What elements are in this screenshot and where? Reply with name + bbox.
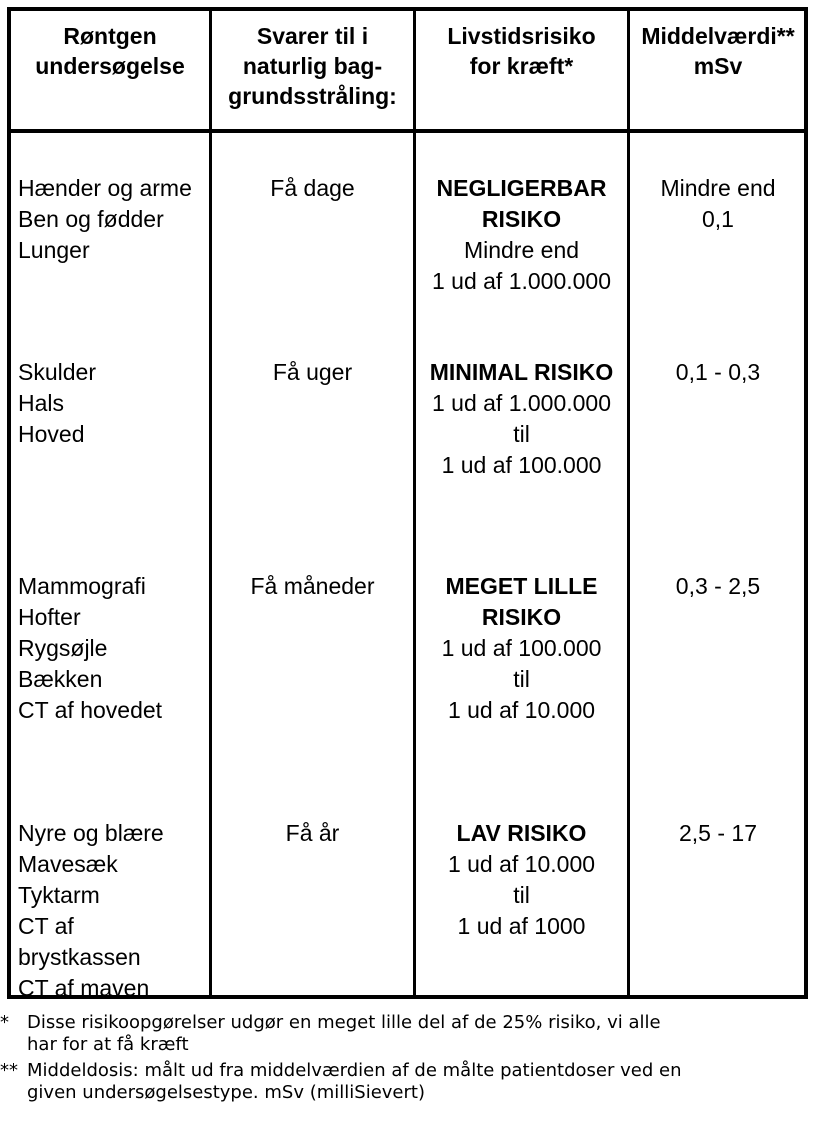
row-4-background: Få år xyxy=(285,820,340,846)
row-3-risk: MEGET LILLE RISIKO 1 ud af 100.000 til 1 ud af 10.000 xyxy=(441,573,602,723)
footnote-mean-dose: ** Middeldosis: målt ud fra middelværdien af de målte patientdoser ved en given undersøgelsestype. mSv (milliSievert) xyxy=(0,1060,682,1103)
row-2-background: Få uger xyxy=(272,359,353,385)
footnote-risk: * Disse risikoopgørelser udgør en meget lille del af de 25% risiko, vi alle har for at få kræft xyxy=(0,1012,661,1055)
row-4-exams: Nyre og blære Mavesæk Tyktarm CT af brystkassen CT af maven xyxy=(18,820,164,1001)
row-2-risk: MINIMAL RISIKO 1 ud af 1.000.000 til 1 ud af 100.000 xyxy=(429,359,614,478)
row-2-exams: Skulder Hals Hoved xyxy=(18,359,96,447)
footnotes xyxy=(0,1012,823,1104)
row-3-background: Få måneder xyxy=(250,573,375,599)
header-exam: Røntgen undersøgelse xyxy=(35,23,185,79)
row-4-dose: 2,5 - 17 xyxy=(679,820,757,846)
row-2-dose: 0,1 - 0,3 xyxy=(675,359,761,385)
header-background-radiation: Svarer til i naturlig bag- grundsstråling: xyxy=(228,23,397,109)
header-divider xyxy=(11,129,804,133)
header-lifetime-risk: Livstidsrisiko for kræft* xyxy=(447,23,596,79)
radiation-risk-table xyxy=(7,7,808,999)
row-1-exams: Hænder og arme Ben og fødder Lunger xyxy=(18,175,192,263)
row-3-exams: Mammografi Hofter Rygsøjle Bækken CT af hovedet xyxy=(18,573,163,723)
header-mean-dose: Middelværdi** mSv xyxy=(641,23,795,79)
row-1-background: Få dage xyxy=(270,175,355,201)
row-4-risk: LAV RISIKO 1 ud af 10.000 til 1 ud af 1000 xyxy=(447,820,596,939)
footnote-mark: ** xyxy=(0,1060,18,1081)
row-1-dose: Mindre end 0,1 xyxy=(660,175,776,232)
row-3-dose: 0,3 - 2,5 xyxy=(675,573,761,599)
footnote-mark: * xyxy=(0,1012,9,1033)
row-1-risk: NEGLIGERBAR RISIKO Mindre end 1 ud af 1.000.000 xyxy=(431,175,612,294)
